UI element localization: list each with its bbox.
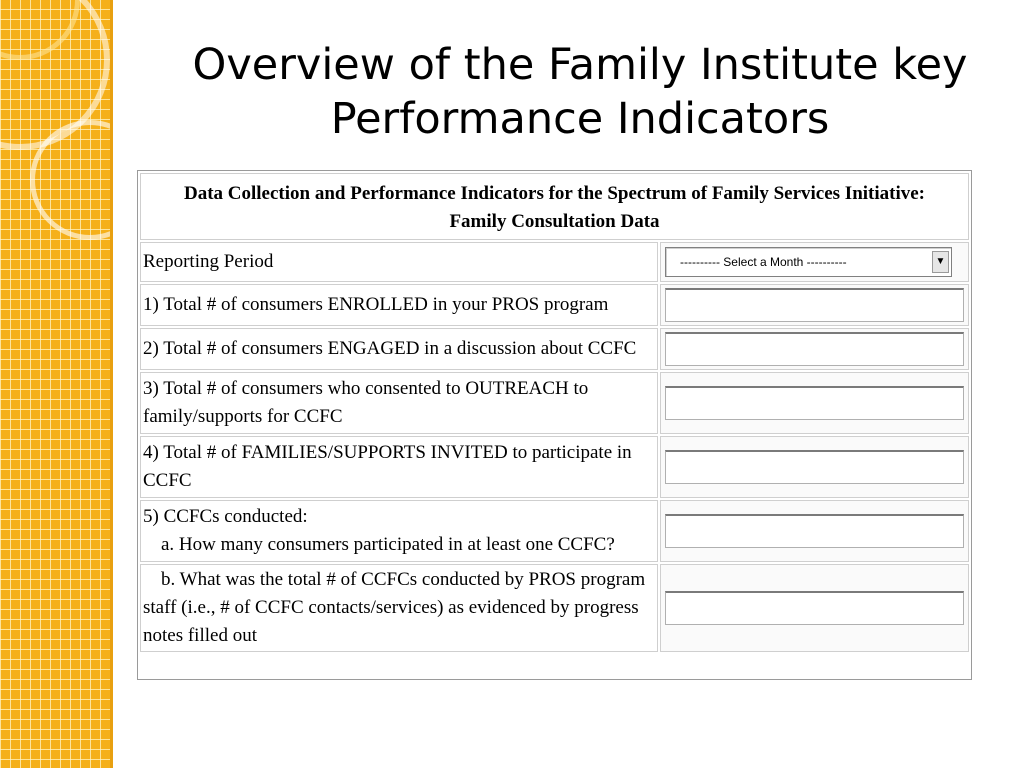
table-row bbox=[140, 284, 969, 326]
reporting-period-row bbox=[140, 242, 969, 282]
enrolled-input[interactable] bbox=[665, 288, 964, 322]
slide-title: Overview of the Family Institute key Performance Indicators bbox=[192, 40, 968, 144]
input-cell bbox=[660, 372, 969, 434]
outreach-input[interactable] bbox=[665, 386, 964, 420]
input-cell bbox=[660, 328, 969, 370]
table-row bbox=[140, 372, 969, 434]
kpi-table bbox=[138, 171, 971, 654]
form-header-line1: Data Collection and Performance Indicators for the Spectrum of Family Services Initiative: bbox=[183, 183, 926, 204]
row-label-engaged: 2) Total # of consumers ENGAGED in a discussion about CCFC bbox=[140, 328, 658, 370]
ccfc-participants-input[interactable] bbox=[665, 514, 964, 548]
table-row bbox=[140, 328, 969, 370]
dropdown-arrow-icon[interactable]: ▼ bbox=[932, 251, 949, 273]
input-cell bbox=[660, 436, 969, 498]
row-label-outreach: 3) Total # of consumers who consented to OUTREACH to family/supports for CCFC bbox=[140, 372, 658, 434]
input-cell bbox=[660, 564, 969, 652]
reporting-period-label: Reporting Period bbox=[140, 242, 658, 282]
row-label-invited: 4) Total # of FAMILIES/SUPPORTS INVITED to participate in CCFC bbox=[140, 436, 658, 498]
input-cell bbox=[660, 284, 969, 326]
row-label-ccfc-participants bbox=[140, 500, 658, 562]
table-row bbox=[140, 564, 969, 652]
reporting-period-cell bbox=[660, 242, 969, 282]
table-row bbox=[140, 500, 969, 562]
table-row bbox=[140, 436, 969, 498]
row-label-ccfc-total bbox=[140, 564, 658, 652]
kpi-form bbox=[137, 170, 972, 680]
ccfc-total-input[interactable] bbox=[665, 591, 964, 625]
engaged-input[interactable] bbox=[665, 332, 964, 366]
invited-input[interactable] bbox=[665, 450, 964, 484]
form-header-row bbox=[140, 173, 969, 240]
row-label-ccfc-total-text: b. What was the total # of CCFCs conducted by PROS program staff (i.e., # of CCFC contacts/services) as evidenced by progress notes filled out bbox=[143, 569, 646, 646]
input-cell bbox=[660, 500, 969, 562]
row-label-enrolled: 1) Total # of consumers ENROLLED in your PROS program bbox=[140, 284, 658, 326]
month-select-value: ---------- Select a Month ---------- bbox=[680, 255, 847, 269]
form-header bbox=[140, 173, 969, 240]
decorative-side-band bbox=[0, 0, 113, 768]
row-label-ccfc-main: 5) CCFCs conducted: bbox=[143, 506, 308, 527]
form-header-line2: Family Consultation Data bbox=[449, 211, 660, 232]
row-label-ccfc-sub: a. How many consumers participated in at least one CCFC? bbox=[161, 534, 615, 555]
month-select[interactable] bbox=[665, 247, 952, 277]
